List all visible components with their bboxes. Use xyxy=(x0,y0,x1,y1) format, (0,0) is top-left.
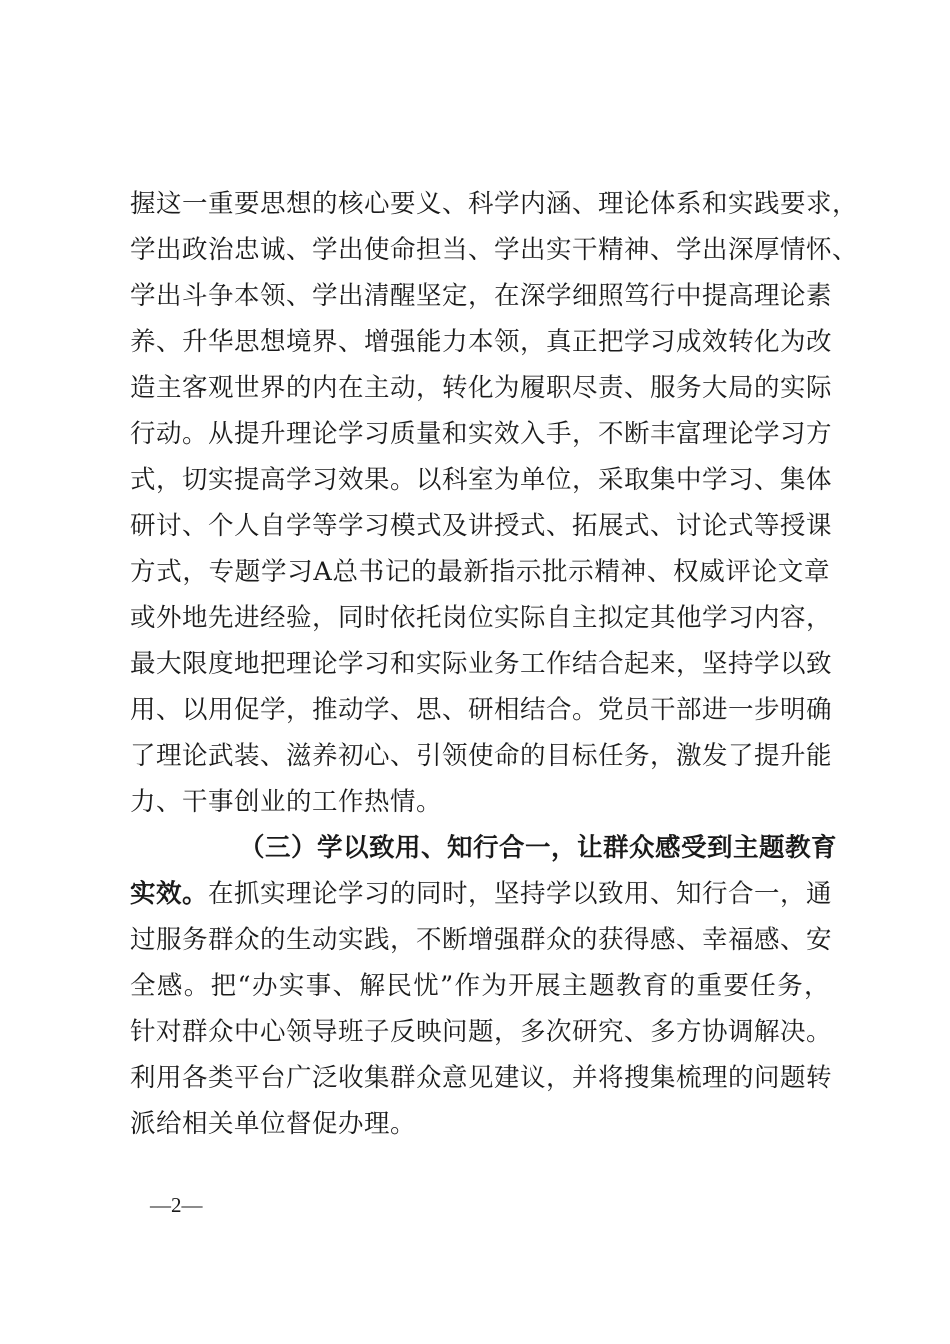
text-line: 握这一重要思想的核心要义、科学内涵、理论体系和实践要求， xyxy=(130,189,859,219)
text-line: 学出斗争本领、学出清醒坚定，在深学细照笃行中提高理论素 xyxy=(130,281,833,311)
text-line-rest: 在抓实理论学习的同时，坚持学以致用、知行合一，通 xyxy=(208,879,833,909)
page-number: —2— xyxy=(150,1193,203,1217)
text-line: 式，切实提高学习效果。以科室为单位，采取集中学习、集体 xyxy=(130,465,833,495)
text-line: 利用各类平台广泛收集群众意见建议，并将搜集梳理的问题转 xyxy=(130,1063,833,1093)
section-heading: （三）学以致用、知行合一，让群众感受到主题教育 xyxy=(239,833,838,863)
text-line: 了理论武装、滋养初心、引领使命的目标任务，激发了提升能 xyxy=(130,741,833,771)
text-line: 过服务群众的生动实践，不断增强群众的获得感、幸福感、安 xyxy=(130,925,833,955)
text-line: 学出政治忠诚、学出使命担当、学出实干精神、学出深厚情怀、 xyxy=(130,235,859,265)
text-line: 或外地先进经验，同时依托岗位实际自主拟定其他学习内容， xyxy=(130,603,833,633)
text-line: 最大限度地把理论学习和实际业务工作结合起来，坚持学以致 xyxy=(130,649,833,679)
text-line: 养、升华思想境界、增强能力本领，真正把学习成效转化为改 xyxy=(130,327,833,357)
text-line: 力、干事创业的工作热情。 xyxy=(130,787,443,817)
text-line: 针对群众中心领导班子反映问题，多次研究、多方协调解决。 xyxy=(130,1017,833,1047)
text-line: 用、以用促学，推动学、思、研相结合。党员干部进一步明确 xyxy=(130,695,833,725)
section-heading-end: 实效。 xyxy=(130,879,209,909)
text-line: 行动。从提升理论学习质量和实效入手，不断丰富理论学习方 xyxy=(130,419,833,449)
text-line xyxy=(130,875,833,913)
text-line: 全感。把“办实事、解民忧”作为开展主题教育的重要任务， xyxy=(130,971,830,1001)
text-line: 派给相关单位督促办理。 xyxy=(130,1109,417,1139)
text-line: 方式，专题学习A总书记的最新指示批示精神、权威评论文章 xyxy=(130,557,830,587)
text-line: 研讨、个人自学等学习模式及讲授式、拓展式、讨论式等授课 xyxy=(130,511,833,541)
text-line: 造主客观世界的内在主动，转化为履职尽责、服务大局的实际 xyxy=(130,373,833,403)
